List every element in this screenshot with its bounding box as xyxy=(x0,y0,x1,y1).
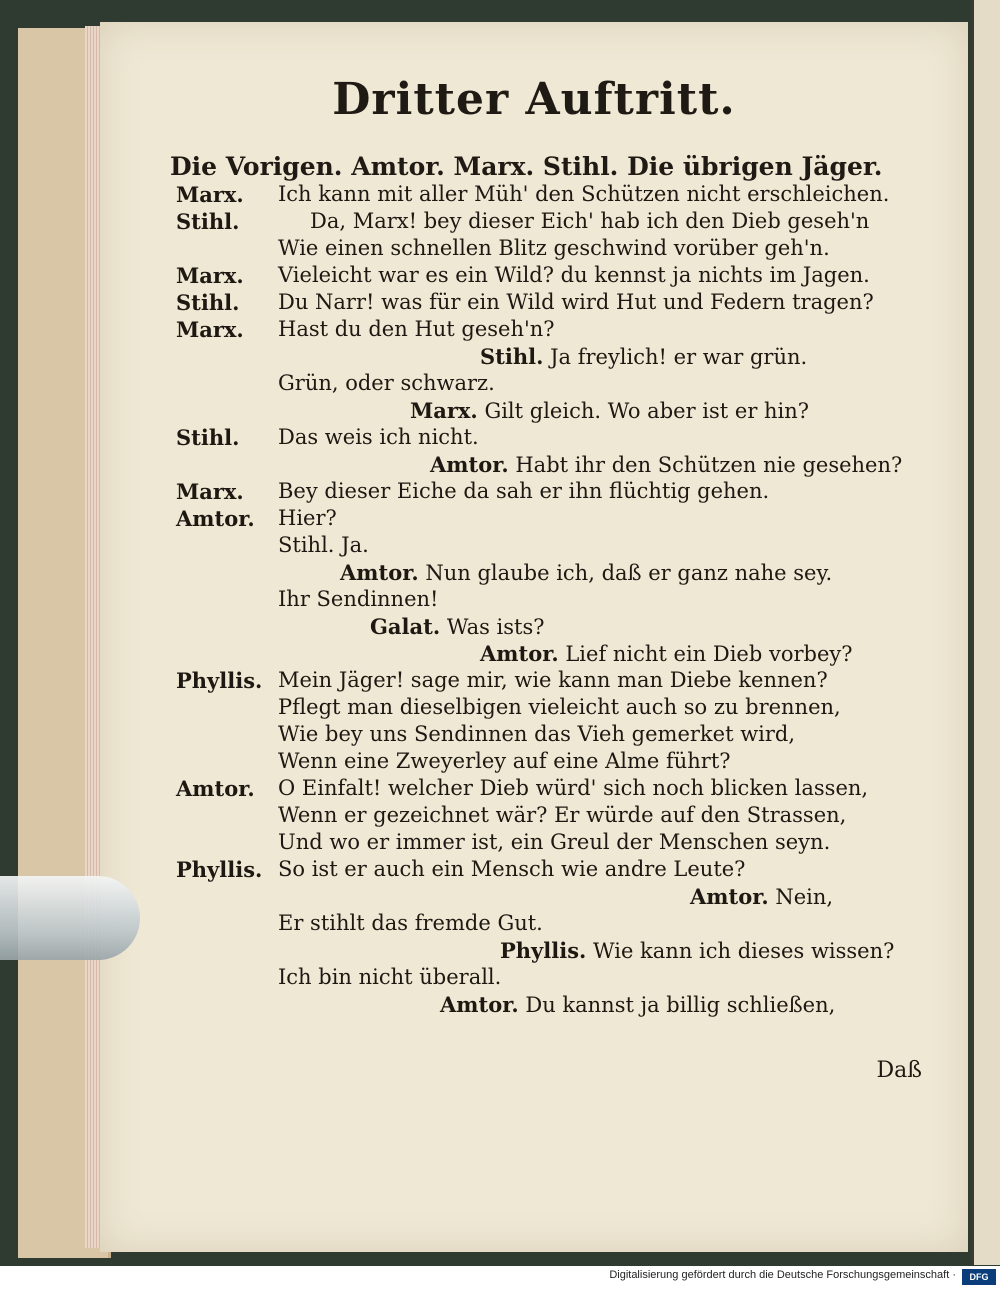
speaker-label: Stihl. xyxy=(176,425,240,450)
book-page xyxy=(100,22,968,1252)
catchword: Daß xyxy=(876,1058,922,1083)
dialogue-line: Er stihlt das fremde Gut. xyxy=(278,911,543,935)
speaker-label: Stihl. xyxy=(176,209,240,234)
dialogue-line-inline xyxy=(480,344,807,369)
dialogue-text: Nun glaube ich, daß er ganz nahe sey. xyxy=(425,561,833,585)
speaker-label: Amtor. xyxy=(690,884,769,909)
speaker-label: Amtor. xyxy=(340,560,419,585)
dialogue-line: So ist er auch ein Mensch wie andre Leute? xyxy=(278,857,746,881)
dialogue-line-inline xyxy=(500,938,894,963)
dialogue-line: Ihr Sendinnen! xyxy=(278,587,439,611)
dialogue-line: Vieleicht war es ein Wild? du kennst ja nichts im Jagen. xyxy=(278,263,870,287)
speaker-label: Phyllis. xyxy=(176,668,263,693)
dialogue-text: Lief nicht ein Dieb vorbey? xyxy=(565,642,853,666)
speaker-label: Galat. xyxy=(370,614,441,639)
dialogue-line: Grün, oder schwarz. xyxy=(278,371,495,395)
dialogue-line: Ich bin nicht überall. xyxy=(278,965,502,989)
dialogue-line: Mein Jäger! sage mir, wie kann man Diebe kennen? xyxy=(278,668,828,692)
dialogue-text: Ja. xyxy=(341,533,369,557)
speaker-label: Amtor. xyxy=(176,776,255,801)
dialogue-line: O Einfalt! welcher Dieb würd' sich noch blicken lassen, xyxy=(278,776,869,800)
speaker-label: Amtor. xyxy=(480,641,559,666)
dialogue-line: Hast du den Hut geseh'n? xyxy=(278,317,555,341)
dialogue-line-inline xyxy=(440,992,835,1017)
speaker-label: Stihl. xyxy=(278,533,335,557)
speaker-label: Stihl. xyxy=(480,344,544,369)
footer-bar xyxy=(0,1266,1000,1289)
speaker-label: Amtor. xyxy=(430,452,509,477)
scanner-clip xyxy=(0,876,140,960)
facing-page-edge xyxy=(972,0,1000,1265)
speaker-label: Amtor. xyxy=(176,506,255,531)
cast-list: Die Vorigen. Amtor. Marx. Stihl. Die übrigen Jäger. xyxy=(170,152,883,181)
speaker-label: Stihl. xyxy=(176,290,240,315)
dialogue-text: Ja freylich! er war grün. xyxy=(550,345,808,369)
speaker-label: Marx. xyxy=(176,263,244,288)
footer-credit: Digitalisierung gefördert durch die Deutsche Forschungsgemeinschaft · xyxy=(609,1269,956,1281)
dialogue-line: Pflegt man dieselbigen vieleicht auch so zu brennen, xyxy=(278,695,841,719)
dialogue-text: Gilt gleich. Wo aber ist er hin? xyxy=(484,399,810,423)
dialogue-line: Hier? xyxy=(278,506,337,530)
dialogue-line: Da, Marx! bey dieser Eich' hab ich den Dieb geseh'n xyxy=(310,209,870,233)
dialogue-text: Nein, xyxy=(775,885,834,909)
speaker-label: Marx. xyxy=(176,479,244,504)
speaker-label: Marx. xyxy=(410,398,478,423)
dialogue-line-inline xyxy=(480,641,853,666)
speaker-label: Marx. xyxy=(176,317,244,342)
speaker-label: Phyllis. xyxy=(500,938,587,963)
dialogue-line-inline xyxy=(370,614,545,639)
dialogue-line: Und wo er immer ist, ein Greul der Menschen seyn. xyxy=(278,830,831,854)
dialogue-line: Wenn er gezeichnet wär? Er würde auf den Strassen, xyxy=(278,803,847,827)
dialogue-line: Wie einen schnellen Blitz geschwind vorüber geh'n. xyxy=(278,236,830,260)
speaker-label: Amtor. xyxy=(440,992,519,1017)
dialogue-line-inline xyxy=(278,533,369,557)
page-title: Dritter Auftritt. xyxy=(332,74,736,125)
dialogue-line-inline xyxy=(410,398,809,423)
dialogue-text: Habt ihr den Schützen nie gesehen? xyxy=(515,453,903,477)
speaker-label: Marx. xyxy=(176,182,244,207)
dfg-logo: DFG xyxy=(962,1269,996,1285)
dialogue-line-inline xyxy=(340,560,832,585)
dialogue-text: Was ists? xyxy=(446,615,545,639)
dialogue-line: Das weis ich nicht. xyxy=(278,425,479,449)
dialogue-line: Ich kann mit aller Müh' den Schützen nicht erschleichen. xyxy=(278,182,890,206)
dialogue-line: Bey dieser Eiche da sah er ihn flüchtig gehen. xyxy=(278,479,770,503)
dialogue-line-inline xyxy=(690,884,833,909)
dialogue-text: Du kannst ja billig schließen, xyxy=(525,993,836,1017)
dialogue-line: Wenn eine Zweyerley auf eine Alme führt? xyxy=(278,749,731,773)
dialogue-text: Wie kann ich dieses wissen? xyxy=(593,939,895,963)
dialogue-line-inline xyxy=(430,452,902,477)
dialogue-line: Wie bey uns Sendinnen das Vieh gemerket wird, xyxy=(278,722,796,746)
speaker-label: Phyllis. xyxy=(176,857,263,882)
dialogue-line: Du Narr! was für ein Wild wird Hut und Federn tragen? xyxy=(278,290,874,314)
